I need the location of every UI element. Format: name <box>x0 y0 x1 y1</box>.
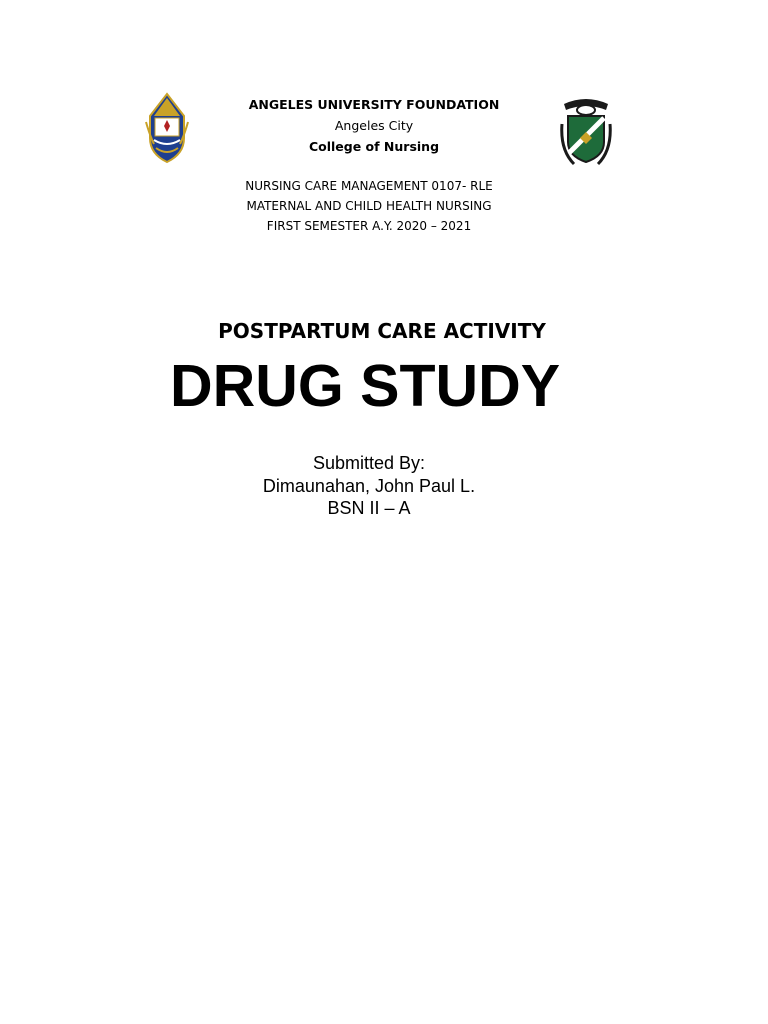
student-name: Dimaunahan, John Paul L. <box>262 475 476 496</box>
submission-info <box>0 452 738 520</box>
course-info <box>0 176 738 236</box>
activity-title: POSTPARTUM CARE ACTIVITY <box>218 319 546 343</box>
college-name: College of Nursing <box>308 139 440 154</box>
course-line-3: FIRST SEMESTER A.Y. 2020 – 2021 <box>266 219 472 233</box>
university-name: ANGELES UNIVERSITY FOUNDATION <box>248 97 500 112</box>
student-section: BSN II – A <box>327 498 411 518</box>
course-line-1: NURSING CARE MANAGEMENT 0107- RLE <box>245 179 493 193</box>
submitted-by-label: Submitted By: <box>312 453 426 473</box>
course-line-2: MATERNAL AND CHILD HEALTH NURSING <box>246 199 492 213</box>
institution-header <box>0 94 748 157</box>
document-title: DRUG STUDY <box>170 353 561 419</box>
university-city: Angeles City <box>334 118 414 133</box>
